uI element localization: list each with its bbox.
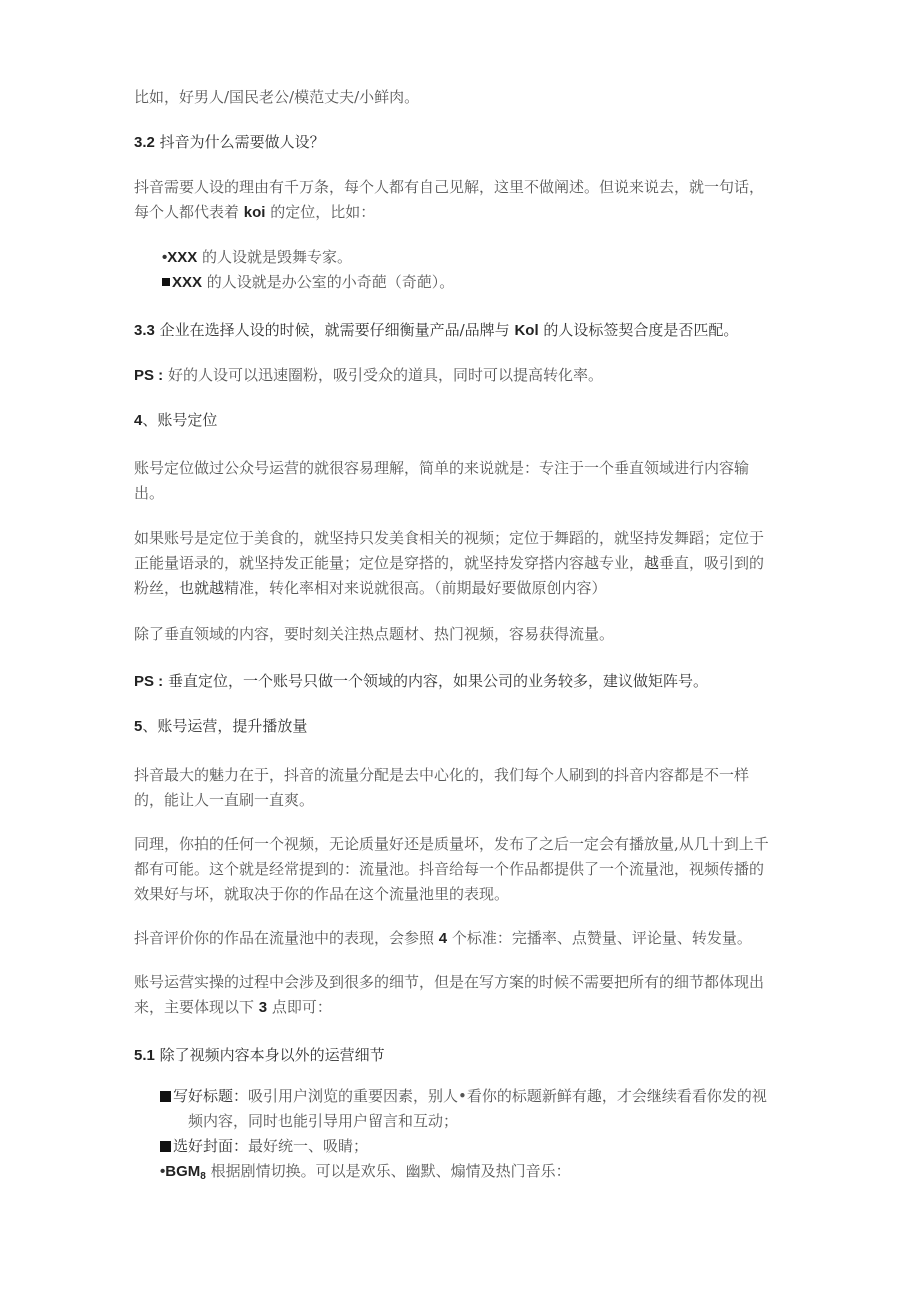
list-item: $•BGM_8$ 根据剧情切换。可以是欢乐、幽默、煽情及热门音乐： — [160, 1162, 571, 1182]
heading-text: 、账号定位 — [142, 411, 218, 429]
heading-number: 3.2 — [134, 134, 155, 151]
ps-label: PS : — [134, 367, 164, 384]
text-line: 抖音需要人设的理由有千万条，每个人都有自己见解，这里不做阐述。但说来说去，就一句话， — [134, 178, 765, 196]
ps-note-2: PS : 垂直定位，一个账号只做一个领域的内容，如果公司的业务较多，建议做矩阵号。 — [134, 672, 708, 690]
paragraph-traffic-pool: 同理，你拍的任何一个视频，无论质量好还是质量坏，发布了之后一定会有播放量,从几十到上千 都有可能。这个就是经常提到的：流量池。抖音给每一个作品都提供了一个流量池，视频传播的 效果好与坏，就取决于你的作品在这个流量池里的表现。 — [134, 835, 769, 903]
bullet-dot-icon: • — [160, 1163, 166, 1180]
persona-list — [162, 245, 822, 295]
square-bullet-icon — [160, 1091, 171, 1102]
heading-number: 3.3 — [134, 322, 155, 339]
heading-4 — [134, 408, 794, 433]
bullet-dot-icon: • — [162, 249, 168, 266]
text-line: 比如，好男人/国民老公/模范丈夫/小鲜肉。 — [134, 88, 420, 106]
list-item: XXX 的人设就是办公室的小奇葩（奇葩）。 — [162, 270, 822, 295]
square-bullet-icon — [160, 1141, 171, 1152]
list-item: 写好标题：吸引用户浏览的重要因素，别人•看你的标题新鲜有趣，才会继续看看你发的视 — [160, 1084, 820, 1109]
heading-text: 除了视频内容本身以外的运营细节 — [154, 1046, 385, 1064]
list-item-continuation: 频内容，同时也能引导用户留言和互动； — [188, 1112, 459, 1130]
heading-3-2 — [134, 130, 794, 155]
heading-3-3: 3.3 企业在选择人设的时候，就需要仔细衡量产品/品牌与 Kol 的人设标签契合度是否匹配。 — [134, 321, 739, 339]
list-item: 选好封面：最好统一、吸睛； — [160, 1134, 820, 1159]
paragraph-operation-details: 账号运营实操的过程中会涉及到很多的细节，但是在写方案的时候不需要把所有的细节都体现出 来，主要体现以下 3 点即可： — [134, 973, 765, 1016]
heading-number: 5 — [134, 718, 143, 735]
operation-list — [160, 1084, 820, 1184]
heading-5 — [134, 714, 794, 739]
kol-term: Kol — [514, 322, 539, 339]
heading-5-1 — [134, 1043, 794, 1068]
koi-term: koi — [243, 204, 266, 221]
heading-number: 5.1 — [134, 1047, 155, 1064]
paragraph-hot-topics: 除了垂直领域的内容，要时刻关注热点题材、热门视频，容易获得流量。 — [134, 625, 615, 643]
ps-label: PS : — [134, 673, 164, 690]
heading-number: 4 — [134, 412, 143, 429]
heading-text: 、账号运营，提升播放量 — [142, 717, 308, 735]
paragraph-four-standards: 抖音评价你的作品在流量池中的表现，会参照 4 个标准：完播率、点赞量、评论量、转发量。 — [134, 929, 752, 947]
paragraph-persona-reason: 抖音需要人设的理由有千万条，每个人都有自己见解，这里不做阐述。但说来说去，就一句话， 每个人都代表着 koi 的定位，比如： — [134, 175, 794, 225]
heading-text: 抖音为什么需要做人设？ — [159, 133, 325, 151]
paragraph-douyin-charm: 抖音最大的魅力在于，抖音的流量分配是去中心化的，我们每个人刷到的抖音内容都是不一样 的，能让人一直刷一直爽。 — [134, 766, 750, 809]
paragraph-vertical-content: 如果账号是定位于美食的，就坚持只发美食相关的视频；定位于舞蹈的，就坚持发舞蹈；定位于 正能量语录的，就坚持发正能量；定位是穿搭的，就坚持发穿搭内容越专业，越垂直，吸引到的 粉丝，也就越精准，转化率相对来说就很高。（前期最好要做原创内容） — [134, 529, 765, 597]
paragraph-example — [134, 85, 794, 110]
list-item: •XXX 的人设就是毁舞专家。 — [162, 248, 353, 266]
square-bullet-icon — [162, 278, 170, 286]
paragraph-account-positioning: 账号定位做过公众号运营的就很容易理解，简单的来说就是：专注于一个垂直领域进行内容输 出。 — [134, 459, 750, 502]
ps-note-1: PS : 好的人设可以迅速圈粉，吸引受众的道具，同时可以提高转化率。 — [134, 366, 603, 384]
